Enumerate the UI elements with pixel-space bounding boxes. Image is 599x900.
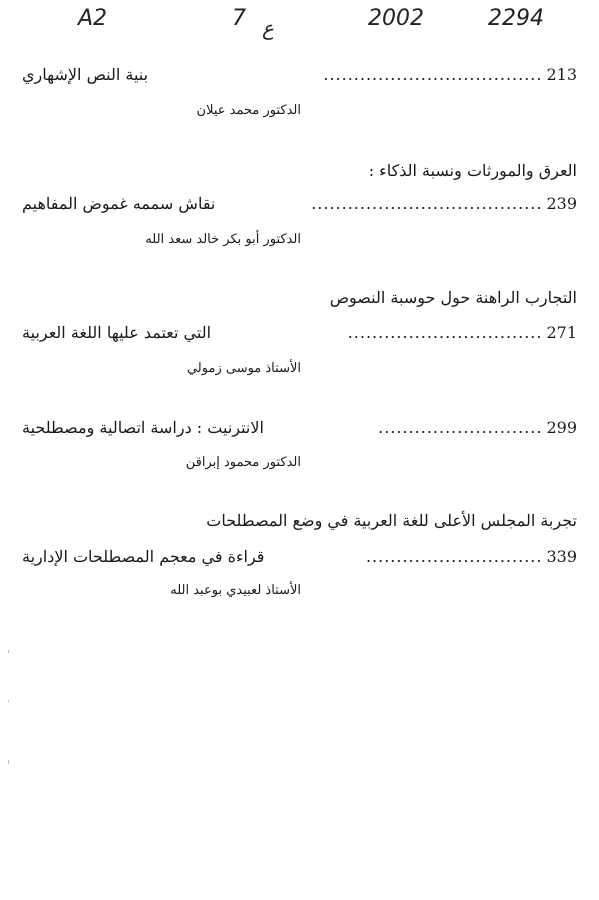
- toc-page-number: 213: [546, 65, 577, 84]
- handwritten-year: 2002: [368, 6, 424, 31]
- toc-entry-line: [22, 64, 577, 86]
- toc-entry-title: بنية النص الإشهاري: [22, 65, 149, 84]
- toc-author: الأستاذ لعبيدي بوعبد الله: [170, 583, 301, 598]
- toc-page-number: 239: [546, 194, 577, 213]
- toc-entry-line: [22, 193, 577, 215]
- toc-author: الدكتور محمود إبراقن: [185, 455, 301, 470]
- handwritten-code: A2: [78, 6, 108, 31]
- toc-heading: العرق والمورثات ونسبة الذكاء :: [368, 161, 577, 180]
- toc-entry-line: [22, 322, 577, 344]
- toc-page-number: 339: [546, 547, 577, 566]
- toc-leader-dots: ....................................: [323, 65, 543, 84]
- toc-entry-title: نقاش سممه غموض المفاهيم: [22, 194, 216, 213]
- handwritten-volume-prefix: ع: [262, 16, 274, 40]
- handwritten-volume: 7: [232, 6, 246, 31]
- toc-page-number: 271: [546, 323, 577, 342]
- toc-entry-title: التي تعتمد عليها اللغة العربية: [22, 323, 212, 342]
- toc-leader-dots: ......................................: [311, 194, 543, 213]
- scan-speck: [8, 700, 9, 702]
- toc-entry-title: الانترنيت : دراسة اتصالية ومصطلحية: [22, 418, 264, 437]
- toc-author: الدكتور أبو بكر خالد سعد الله: [145, 232, 301, 247]
- scan-speck: [8, 650, 9, 653]
- handwritten-number: 2294: [488, 6, 544, 31]
- toc-leader-dots: ...........................: [378, 418, 543, 437]
- toc-heading: التجارب الراهنة حول حوسبة النصوص: [329, 288, 577, 307]
- toc-entry-title: قراءة في معجم المصطلحات الإدارية: [22, 547, 265, 566]
- toc-author: الدكتور محمد عيلان: [196, 103, 301, 118]
- toc-page-number: 299: [546, 418, 577, 437]
- toc-entry-line: [22, 417, 577, 439]
- toc-leader-dots: ................................: [347, 323, 543, 342]
- scan-speck: [8, 760, 9, 764]
- toc-heading: تجربة المجلس الأعلى للغة العربية في وضع المصطلحات: [206, 511, 577, 530]
- toc-author: الأستاذ موسى زمولي: [186, 361, 301, 376]
- toc-leader-dots: .............................: [365, 547, 543, 566]
- toc-entry-line: [22, 546, 577, 568]
